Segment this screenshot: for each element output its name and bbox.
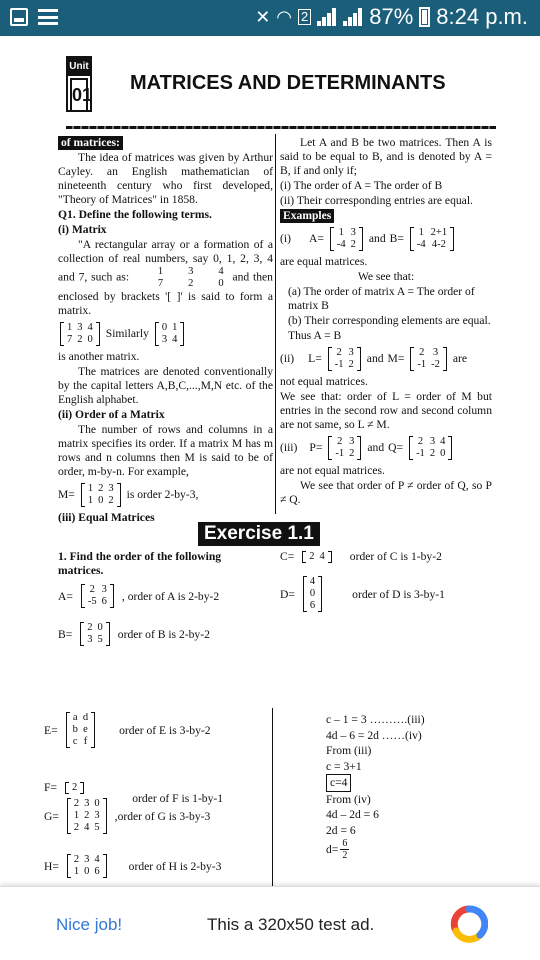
order-l-text: We see that: order of L = order of M but entries in the second row and second column are not same, so L ≠ M. [280,390,492,431]
matrix-cell: 6 [309,600,316,611]
matrix-grid [332,436,357,460]
bracket-right [91,712,95,748]
matrix-grid [71,798,103,834]
not-equal-text: not equal matrices. [280,375,368,388]
bracket-right [450,227,454,251]
matrix-grid [332,347,357,371]
matrix-cell: 3 [350,227,356,238]
exercise-matrix-a [81,584,114,608]
signal-icon-2 [343,8,363,26]
term-equal: (iii) Equal Matrices [58,511,155,524]
condition-1: (i) The order of A = The order of B [280,179,443,192]
bracket-right [357,436,361,460]
clock: 8:24 p.m. [436,4,528,29]
exercise-matrix-g [67,798,107,834]
unit-number: 01 [70,78,88,112]
matrix-cell: 4 [319,550,325,562]
matrix-cell: 3 [108,483,114,494]
term-matrix: (i) Matrix [58,223,107,236]
wifi-icon: ◠ [276,6,292,27]
matrix-cell: 1 [73,866,80,877]
matrix-cell: 4 [172,334,178,345]
sim-badge: 2 [298,9,311,25]
matrix-cell: d [82,712,89,723]
lower-column-divider [272,708,273,886]
matrix-b-equal [410,227,454,251]
entries-b-text: (b) Their corresponding elements are equal. [288,314,491,327]
exercise-g-row: G= 2 3 0 1 2 3 2 4 5 ,order of G is 3-by-3 [44,798,211,833]
matrix-cell: 0 [87,334,93,345]
array-example [135,266,227,290]
bracket-right [110,584,114,608]
section-heading: of matrices: [58,136,123,150]
example-i-row: (i) A= 1 3 -4 2 and B= 1 2+1 -4 4-2 [280,227,492,251]
battery-icon [419,7,430,27]
screenshot-icon [10,8,28,26]
bracket-right [117,483,121,507]
unit-badge [66,56,92,112]
matrix-cell: 0 [94,798,100,809]
matrix-cell: 2 [337,436,343,447]
condition-2: (ii) Their corresponding entries are equal. [280,194,473,207]
matrix-cell: 1 [73,810,80,821]
matrix-cell: 3 [77,322,83,333]
matrix-cell: 5 [94,822,100,833]
example-iii-row: (iii) P= 2 3 -1 2 and Q= 2 3 4 -1 2 0 [280,436,492,460]
matrix-cell: 1 [87,495,94,506]
matrix-cell: 1 [67,322,73,333]
ad-text[interactable]: This a 320x50 test ad. [207,915,375,934]
exercise-question-1: 1. Find the order of the following matrices. [58,550,222,577]
mute-icon: ✕ [255,6,271,27]
not-equal-text-2: are not equal matrices. [280,464,385,477]
term-order: (ii) Order of a Matrix [58,408,165,421]
matrix-grid [306,551,328,563]
matrix-definition: "A rectangular array or a formation of a collection of real numbers, say 0, 1, 2, 3, 4 and 7, such as: 1 3 4 7 2 0 and then enclosed by brackets '[ ]' is said to form a matrix. [58,238,273,317]
matrix-cell: 0 [218,278,224,289]
bracket-right [448,436,452,460]
matrix-cell: 2 [417,436,424,447]
matrix-cell: -1 [416,448,425,459]
exercise-matrix-c [302,551,332,563]
matrix-cell: 1 [172,322,178,333]
matrix-cell: 4-2 [431,239,446,250]
matrix-cell: 6 [101,596,107,607]
matrix-cell: 2 [72,781,78,793]
exercise-d-row: D= 4 0 6 order of D is 3-by-1 [280,576,445,611]
matrix-cell: 2+1 [430,227,448,238]
work-line-7: 4d – 2d = 6 [326,808,379,821]
matrix-m [410,347,447,371]
matrix-cell: 0 [309,588,316,599]
column-divider [275,134,276,514]
matrix-cell: 2 [108,495,114,506]
matrix-cell: 3 [94,810,100,821]
exercise-banner: Exercise 1.1 [198,522,320,546]
matrix-cell: e [83,724,88,735]
matrix-cell: 4 [309,576,316,587]
equal-definition: Let A and B be two matrices. Then A is said to be equal to B, and is denoted by A = B, if and only if; [280,136,492,177]
matrix-cell: 1 [338,227,344,238]
matrix-cell: 2 [309,550,315,562]
matrix-cell: 2 [77,334,83,345]
bracket-right [318,576,322,612]
matrix-cell: 2 [419,347,425,358]
work-line-2: 4d – 6 = 2d ……(iv) [326,728,422,742]
chapter-title: MATRICES AND DETERMINANTS [130,72,446,94]
matrix-grid [85,483,117,507]
work-line-8: 2d = 6 [326,823,356,837]
matrix-a-equal [330,227,363,251]
matrix-cell: -1 [334,359,344,370]
matrix-cell: 5 [97,634,103,645]
matrix-cell: 7 [157,278,164,289]
work-column [326,712,516,861]
exercise-h-row: H= 2 3 4 1 0 6 order of H is 2-by-3 [44,854,222,877]
matrix-cell: 4 [94,854,100,865]
bracket-right [103,854,107,878]
matrix-grid [159,322,181,346]
work-line-1: c – 1 = 3 ……….(iii) [326,713,425,726]
exercise-matrix-h [67,854,107,878]
matrix-cell: -4 [416,239,426,250]
signal-icon [317,8,337,26]
bracket-right [328,551,332,563]
order-p-text: We see that order of P ≠ order of Q, so P ≠ Q. [280,479,492,506]
matrix-cell: c [72,736,78,747]
ad-cta-text[interactable]: Nice job! [56,915,123,934]
matrix-l [328,347,361,371]
matrix-cell: 2 [188,278,194,289]
bracket-right [357,347,361,371]
enclosed-example-matrix [60,322,100,346]
work-line-4: c = 3+1 [326,759,362,773]
matrix-cell: 2 [98,483,104,494]
matrix-cell: 3 [188,266,194,277]
matrix-cell: f [83,736,88,747]
matrix-cell: 1 [157,266,164,277]
matrix-cell: 1 [87,483,94,494]
matrix-grid [70,712,92,748]
bracket-right [359,227,363,251]
document-page[interactable] [0,36,540,886]
matrix-grid [64,322,96,346]
unit-label: Unit [68,58,90,76]
matrix-cell: 2 [429,448,436,459]
matrix-cell: 0 [84,866,90,877]
question-1: Q1. Define the following terms. [58,208,212,221]
battery-percent: 87% [369,4,414,29]
matrix-cell: 3 [432,347,439,358]
list-icon [38,9,58,25]
left-column [58,136,273,526]
matrix-cell: 1 [418,227,424,238]
matrix-grid [69,782,80,794]
matrix-cell: 3 [348,347,354,358]
matrix-cell: 4 [218,266,224,277]
we-see-text: We see that: [357,270,415,283]
denoted-paragraph: The matrices are denoted conventionally by the capital letters A,B,C,...,M,N etc. of the English alphabet. [58,365,273,406]
exercise-e-row: E= a d b e c f order of E is 3-by-2 [44,712,211,747]
matrix-example-row: 1 3 4 7 2 0 Similarly 0 1 3 4 [58,322,273,346]
thus-text: Thus A = B [288,329,342,342]
matrix-cell: 0 [97,622,103,633]
matrix-cell: -2 [431,359,440,370]
exercise-matrix-f [65,782,84,794]
matrix-cell: a [72,712,78,723]
matrix-grid [135,266,227,290]
matrix-cell: b [72,724,78,735]
matrix-cell: 6 [94,866,100,877]
matrix-cell: 2 [73,822,80,833]
matrix-grid [414,347,443,371]
matrix-cell: 3 [84,798,90,809]
exercise-f-row: F= 2 order of F is 1-by-1 [44,781,224,805]
matrix-cell: 2 [87,622,93,633]
matrix-cell: 3 [349,436,355,447]
matrix-cell: 2 [73,798,80,809]
order-a-text: (a) The order of matrix A = The order of matrix B [288,285,475,312]
matrix-cell: 4 [87,322,93,333]
m-example-row: M= 1 2 3 1 0 2 is order 2-by-3, [58,483,199,506]
ad-network-logo-icon[interactable] [450,905,488,943]
ad-banner[interactable] [0,886,540,960]
another-matrix-text: is another matrix. [58,350,140,363]
m-example-matrix [81,483,121,507]
exercise-c-row: C= 2 4 order of C is 1-by-2 [280,550,442,563]
matrix-cell: 2 [336,347,342,358]
matrix-cell: 0 [161,322,168,333]
matrix-q [409,436,452,460]
matrix-cell: 0 [98,495,104,506]
work-line-3: From (iii) [326,744,372,757]
work-line-9: d= $\frac{6}{2}$ [326,838,348,861]
matrix-cell: 2 [350,239,356,250]
order-definition: The number of rows and columns in a matrix specifies its order. If a matrix M has m rows and n columns then M is said to be of order, m-by-n. For example, [58,423,273,478]
exercise-matrix-b [80,622,110,646]
matrix-grid [307,576,318,612]
matrix-cell: 2 [348,359,354,370]
matrix-cell: -1 [335,448,345,459]
similar-example-matrix [155,322,185,346]
matrix-p [328,436,361,460]
matrix-cell: 7 [67,334,73,345]
examples-heading: Examples [280,209,334,223]
matrix-grid [413,436,448,460]
matrix-cell: 4 [440,436,446,447]
header-rule [66,126,496,129]
matrix-cell: 3 [429,436,436,447]
matrix-grid [85,584,110,608]
matrix-grid [334,227,359,251]
matrix-cell: 2 [89,584,95,595]
matrix-cell: 3 [84,854,90,865]
are-equal-text: are equal matrices. [280,255,368,268]
bracket-right [106,622,110,646]
exercise-matrix-d [303,576,322,612]
work-line-5: c=4 [326,774,351,792]
matrix-cell: 2 [73,854,80,865]
matrix-cell: 0 [440,448,446,459]
matrix-cell: -5 [87,596,97,607]
status-bar [0,0,540,36]
right-column [280,136,492,508]
exercise-a-row: A= 2 3 -5 6 , order of A is 2-by-2 [58,584,220,607]
matrix-grid [71,854,103,878]
bracket-right [443,347,447,371]
matrix-grid [414,227,450,251]
matrix-cell: 4 [84,822,90,833]
bracket-right [103,798,107,834]
intro-paragraph: The idea of matrices was given by Arthur Cayley. an English mathematician of nineteenth century who first developed, "Theory of Matrices" in 1858. [58,151,273,206]
bracket-right [80,782,84,794]
matrix-cell: 2 [84,810,90,821]
bracket-right [96,322,100,346]
matrix-cell: 3 [161,334,168,345]
matrix-cell: 3 [101,584,107,595]
matrix-cell: -4 [336,239,346,250]
matrix-grid [84,622,106,646]
exercise-matrix-e [66,712,96,748]
matrix-cell: -1 [417,359,427,370]
bracket-right [180,322,184,346]
work-line-6: From (iv) [326,792,371,806]
matrix-cell: 2 [349,448,355,459]
matrix-cell: 3 [87,634,93,645]
exercise-b-row: B= 2 0 3 5 order of B is 2-by-2 [58,622,210,645]
example-ii-row: (ii) L= 2 3 -1 2 and M= 2 3 -1 -2 are [280,347,468,370]
